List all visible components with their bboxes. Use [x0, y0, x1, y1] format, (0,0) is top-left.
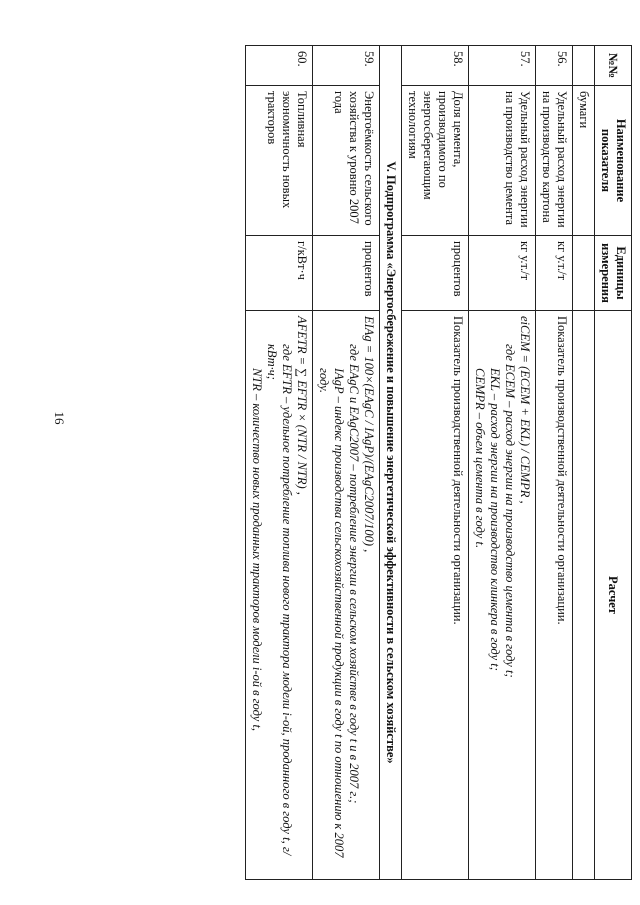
- table-row: [313, 46, 380, 880]
- formula-legend-line: CEMPR – объем цемента в году t.: [473, 368, 487, 549]
- indicators-table: [245, 45, 632, 880]
- row-num: [573, 46, 595, 86]
- table-row: [402, 46, 469, 880]
- table-row: [469, 46, 536, 880]
- formula: AFETR = ∑ EFTR × (NTR / NTR) ,: [295, 316, 309, 495]
- row-num: 58.: [402, 46, 469, 86]
- table-header-row: [595, 46, 632, 880]
- row-unit: кг у.т./т: [469, 236, 536, 311]
- row-name: Удельный расход энергии на производство цемента: [469, 86, 536, 236]
- formula: EIAg = 100×(EAgC / IAgP)/(EAgC2007/100) ,: [362, 316, 376, 553]
- row-unit: [573, 236, 595, 311]
- section-row: [380, 46, 402, 880]
- row-unit: кг у.т./т: [536, 236, 573, 311]
- formula-legend-line: EKL – расход энергии на производство клинкера в году t;: [488, 368, 502, 671]
- row-calc: [246, 311, 313, 880]
- row-name: Энергоёмкость сельского хозяйства к уровню 2007 года: [313, 86, 380, 236]
- formula-legend-line: где EAgC и EAgC2007 – потребление энергии в сельском хозяйстве в году t и в 2007 г.;: [347, 344, 361, 804]
- formula: eiCEM = (ECEM + EKL) / CEMPR ,: [518, 316, 532, 504]
- row-calc: Показатель производственной деятельности организации.: [402, 311, 469, 880]
- rotated-table-container: [112, 45, 632, 880]
- header-calc: Расчет: [595, 311, 632, 880]
- row-calc: Показатель производственной деятельности организации.: [536, 311, 573, 880]
- row-num: 56.: [536, 46, 573, 86]
- row-calc: [469, 311, 536, 880]
- row-unit: г/кВт·ч: [246, 236, 313, 311]
- row-num: 59.: [313, 46, 380, 86]
- formula-legend-line: где EFTR – удельное потребление топлива нового трактора модели i-ой, проданного в году t, г/кВт·ч;: [265, 344, 294, 856]
- table-row: [536, 46, 573, 880]
- formula-legend-line: где ECEM – расход энергии на производство цемента в году t;: [503, 344, 517, 678]
- table-row: [573, 46, 595, 880]
- row-calc: [573, 311, 595, 880]
- row-unit: процентов: [402, 236, 469, 311]
- row-calc: [313, 311, 380, 880]
- page-number: 16: [52, 411, 67, 425]
- row-name: Удельный расход энергии на производство картона: [536, 86, 573, 236]
- row-name: бумаги: [573, 86, 595, 236]
- header-name: Наименование показателя: [595, 86, 632, 236]
- formula-legend-line: IAgP – индекс производства сельскохозяйственной продукции в году t по отношению к 2007 году.: [317, 368, 346, 858]
- formula-legend-line: NTR – количество новых проданных тракторов модели i-ой в году t,: [250, 368, 264, 732]
- section-title: V. Подпрограмма «Энергосбережение и повышение энергетической эффективности в сельском хозяйстве»: [380, 46, 402, 880]
- row-num: 60.: [246, 46, 313, 86]
- table-row: [246, 46, 313, 880]
- row-name: Доля цемента, производимого по энергосберегающим технологиям: [402, 86, 469, 236]
- row-name: Топливная экономичность новых тракторов: [246, 86, 313, 236]
- row-unit: процентов: [313, 236, 380, 311]
- row-num: 57.: [469, 46, 536, 86]
- header-num: №№: [595, 46, 632, 86]
- header-unit: Единицы измерения: [595, 236, 632, 311]
